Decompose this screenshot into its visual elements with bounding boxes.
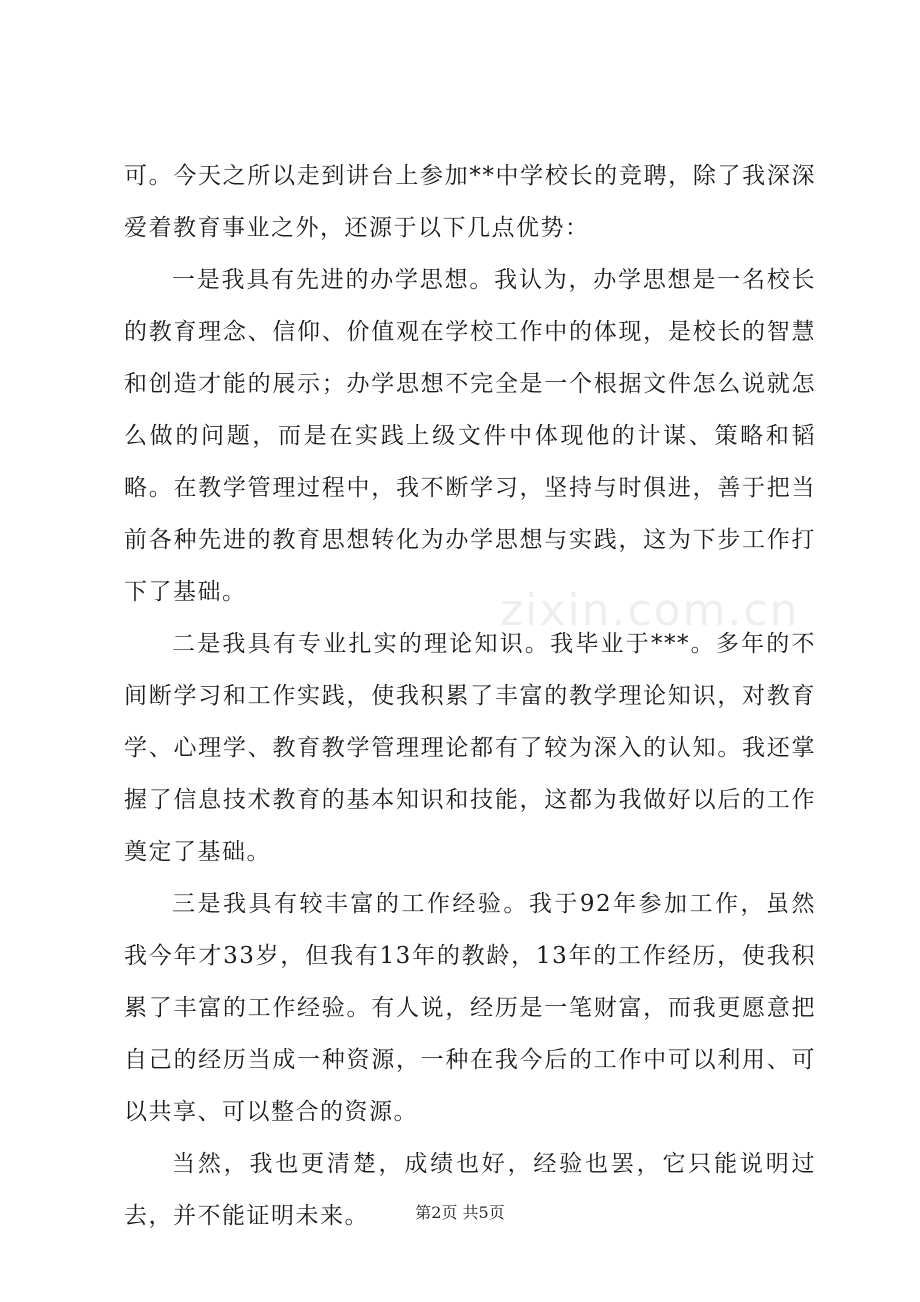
paragraph-continuation: 可。今天之所以走到讲台上参加**中学校长的竞聘，除了我深深爱着教育事业之外，还源于以下几点优势： (124, 163, 816, 241)
paragraph-advantage-3: 三是我具有较丰富的工作经验。我于92年参加工作，虽然我今年才33岁，但我有13年的教龄，13年的工作经历，使我积累了丰富的工作经验。有人说，经历是一笔财富，而我更愿意把自己的经历当成一种资源，一种在我今后的工作中可以利用、可以共享、可以整合的资源。 (124, 891, 816, 1125)
document-body (124, 150, 816, 1242)
paragraph-conclusion: 当然，我也更清楚，成绩也好，经验也罢，它只能说明过去，并不能证明未来。 (124, 1151, 816, 1229)
watermark: zixin.com.cn (500, 585, 800, 636)
paragraph-advantage-2: 二是我具有专业扎实的理论知识。我毕业于***。多年的不间断学习和工作实践，使我积累了丰富的教学理论知识，对教育学、心理学、教育教学管理理论都有了较为深入的认知。我还掌握了信息技术教育的基本知识和技能，这都为我做好以后的工作奠定了基础。 (124, 631, 816, 865)
paragraph-advantage-1: 一是我具有先进的办学思想。我认为，办学思想是一名校长的教育理念、信仰、价值观在学校工作中的体现，是校长的智慧和创造才能的展示；办学思想不完全是一个根据文件怎么说就怎么做的问题，而是在实践上级文件中体现他的计谋、策略和韬略。在教学管理过程中，我不断学习，坚持与时俱进，善于把当前各种先进的教育思想转化为办学思想与实践，这为下步工作打下了基础。 (124, 267, 816, 605)
page-footer: 第2页 共5页 (415, 1203, 505, 1222)
